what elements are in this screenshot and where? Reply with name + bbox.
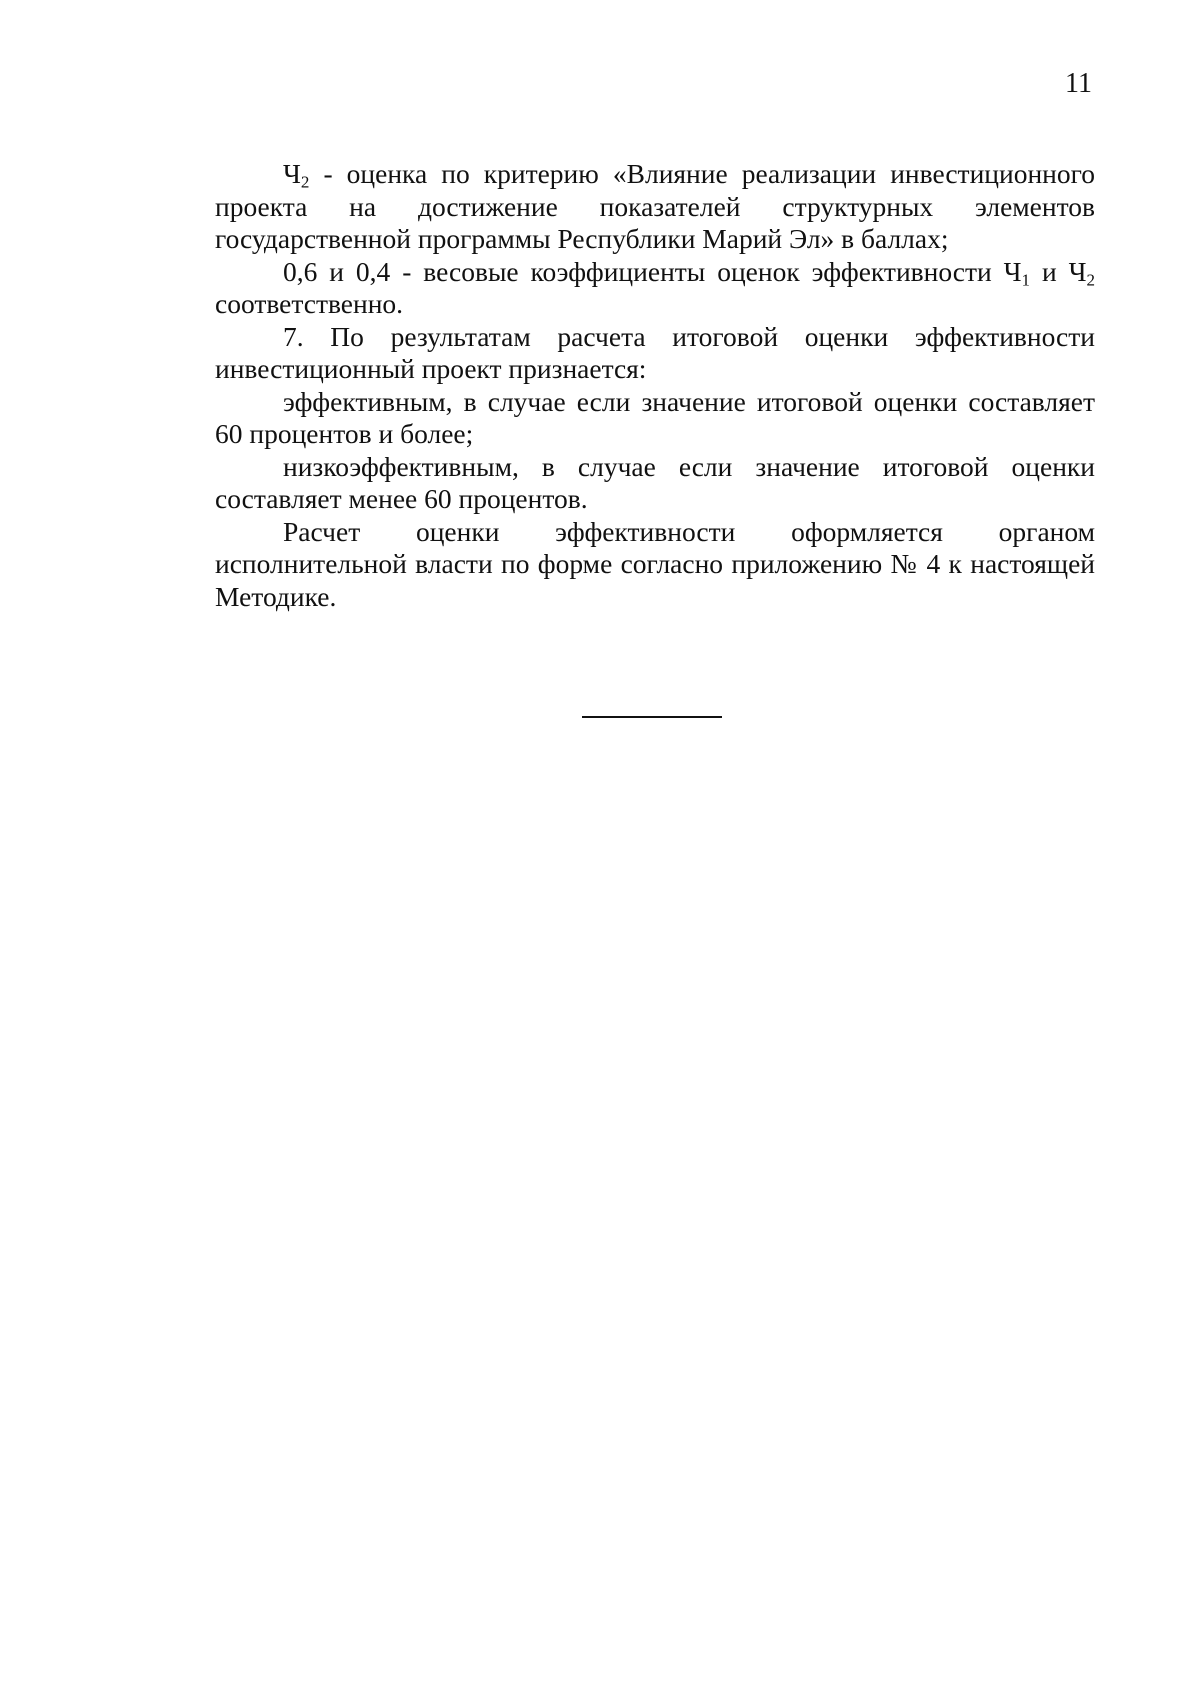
- page-number: 11: [1065, 68, 1092, 99]
- end-of-document-rule: [582, 716, 722, 718]
- paragraph-low-effective: низкоэффективным, в случае если значение итоговой оценки составляет менее 60 процентов.: [215, 450, 1095, 514]
- paragraph-item-7: 7. По результатам расчета итоговой оценки эффективности инвестиционный проект признается:: [215, 320, 1095, 384]
- symbol-subscript: 1: [1021, 269, 1031, 289]
- paragraph-weight-coefficients: [215, 256, 1095, 321]
- paragraph-ch2-definition: [215, 158, 1095, 256]
- symbol-ch: Ч: [283, 158, 301, 189]
- paragraph-text: - оценка по критерию «Влияние реализации инвестиционного проекта на достижение показателей структурных элементов государственной программы Республики Марий Эл» в баллах;: [215, 158, 1095, 254]
- symbol-subscript: 2: [1086, 269, 1095, 289]
- paragraph-text: 0,6 и 0,4 - весовые коэффициенты оценок эффективности: [283, 255, 1004, 287]
- symbol-ch: Ч: [1003, 255, 1022, 287]
- symbol-subscript: 2: [300, 172, 310, 192]
- document-body: [215, 158, 1095, 613]
- paragraph-text: и: [1030, 255, 1069, 287]
- paragraph-text: соответственно.: [215, 288, 404, 319]
- symbol-ch: Ч: [1068, 255, 1087, 287]
- paragraph-effective: эффективным, в случае если значение итоговой оценки составляет 60 процентов и более;: [215, 385, 1095, 449]
- paragraph-calculation-form: Расчет оценки эффективности оформляется органом исполнительной власти по форме согласно приложению № 4 к настоящей Методике.: [215, 515, 1095, 612]
